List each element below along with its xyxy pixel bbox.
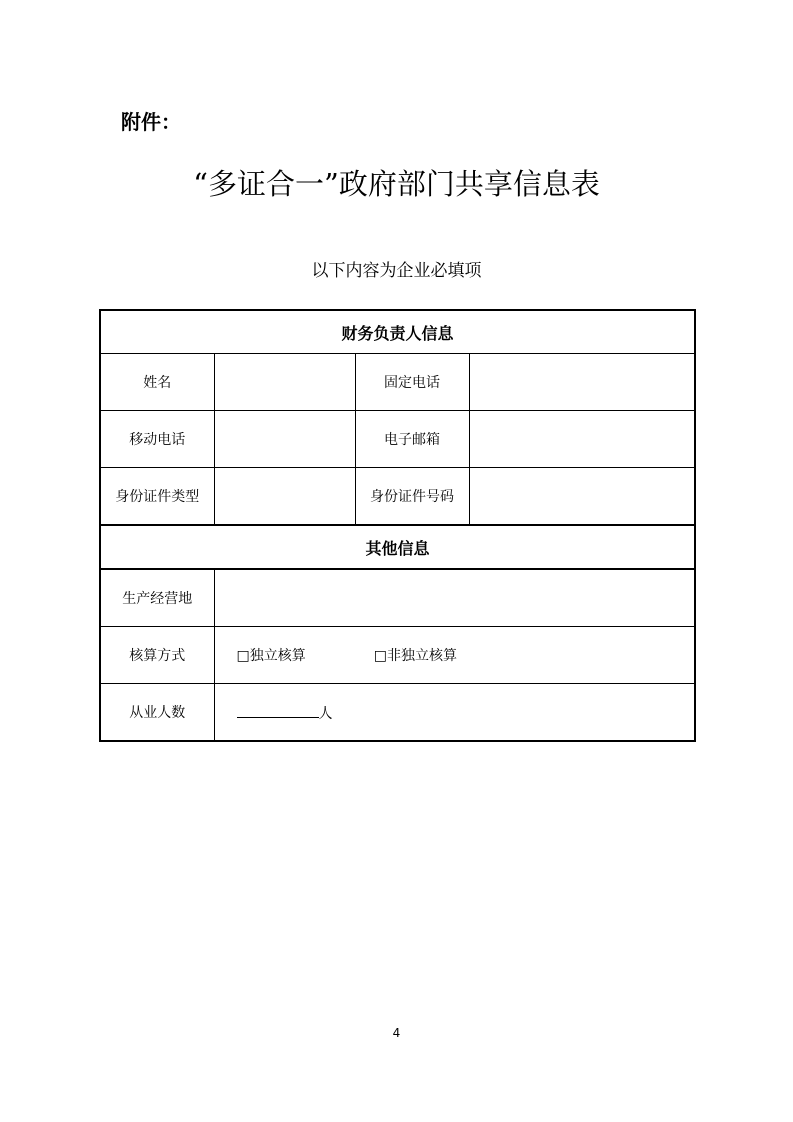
mobile-label: 移动电话 bbox=[100, 411, 214, 468]
name-field[interactable] bbox=[214, 354, 355, 411]
id-number-field[interactable] bbox=[469, 468, 695, 526]
non-independent-accounting-checkbox[interactable]: □非独立核算 bbox=[373, 648, 457, 664]
table-row bbox=[100, 468, 695, 526]
email-field[interactable] bbox=[469, 411, 695, 468]
employees-count-field[interactable] bbox=[237, 702, 319, 718]
table-row bbox=[100, 411, 695, 468]
name-label: 姓名 bbox=[100, 354, 214, 411]
table-row bbox=[100, 354, 695, 411]
location-label: 生产经营地 bbox=[100, 569, 214, 627]
accounting-options bbox=[214, 627, 695, 684]
mobile-field[interactable] bbox=[214, 411, 355, 468]
landline-label: 固定电话 bbox=[355, 354, 469, 411]
page-subtitle: 以下内容为企业必填项 bbox=[311, 261, 482, 281]
other-section-heading: 其他信息 bbox=[100, 525, 695, 569]
finance-section-heading: 财务负责人信息 bbox=[100, 310, 695, 354]
id-type-label: 身份证件类型 bbox=[100, 468, 214, 526]
page-title: “多证合一”政府部门共享信息表 bbox=[193, 167, 600, 201]
other-section-header bbox=[100, 525, 695, 569]
accounting-label: 核算方式 bbox=[100, 627, 214, 684]
employees-unit: 人 bbox=[318, 705, 333, 722]
table-row bbox=[100, 627, 695, 684]
id-number-label: 身份证件号码 bbox=[355, 468, 469, 526]
independent-accounting-checkbox[interactable]: □独立核算 bbox=[236, 648, 306, 664]
employees-cell bbox=[214, 684, 695, 742]
attachment-label: 附件： bbox=[121, 110, 181, 134]
email-label: 电子邮箱 bbox=[355, 411, 469, 468]
info-form-table bbox=[99, 309, 696, 742]
table-row bbox=[100, 569, 695, 627]
id-type-field[interactable] bbox=[214, 468, 355, 526]
table-row bbox=[100, 684, 695, 742]
finance-section-header bbox=[100, 310, 695, 354]
employees-label: 从业人数 bbox=[100, 684, 214, 742]
landline-field[interactable] bbox=[469, 354, 695, 411]
page-number: 4 bbox=[392, 1026, 401, 1040]
location-field[interactable] bbox=[214, 569, 695, 627]
